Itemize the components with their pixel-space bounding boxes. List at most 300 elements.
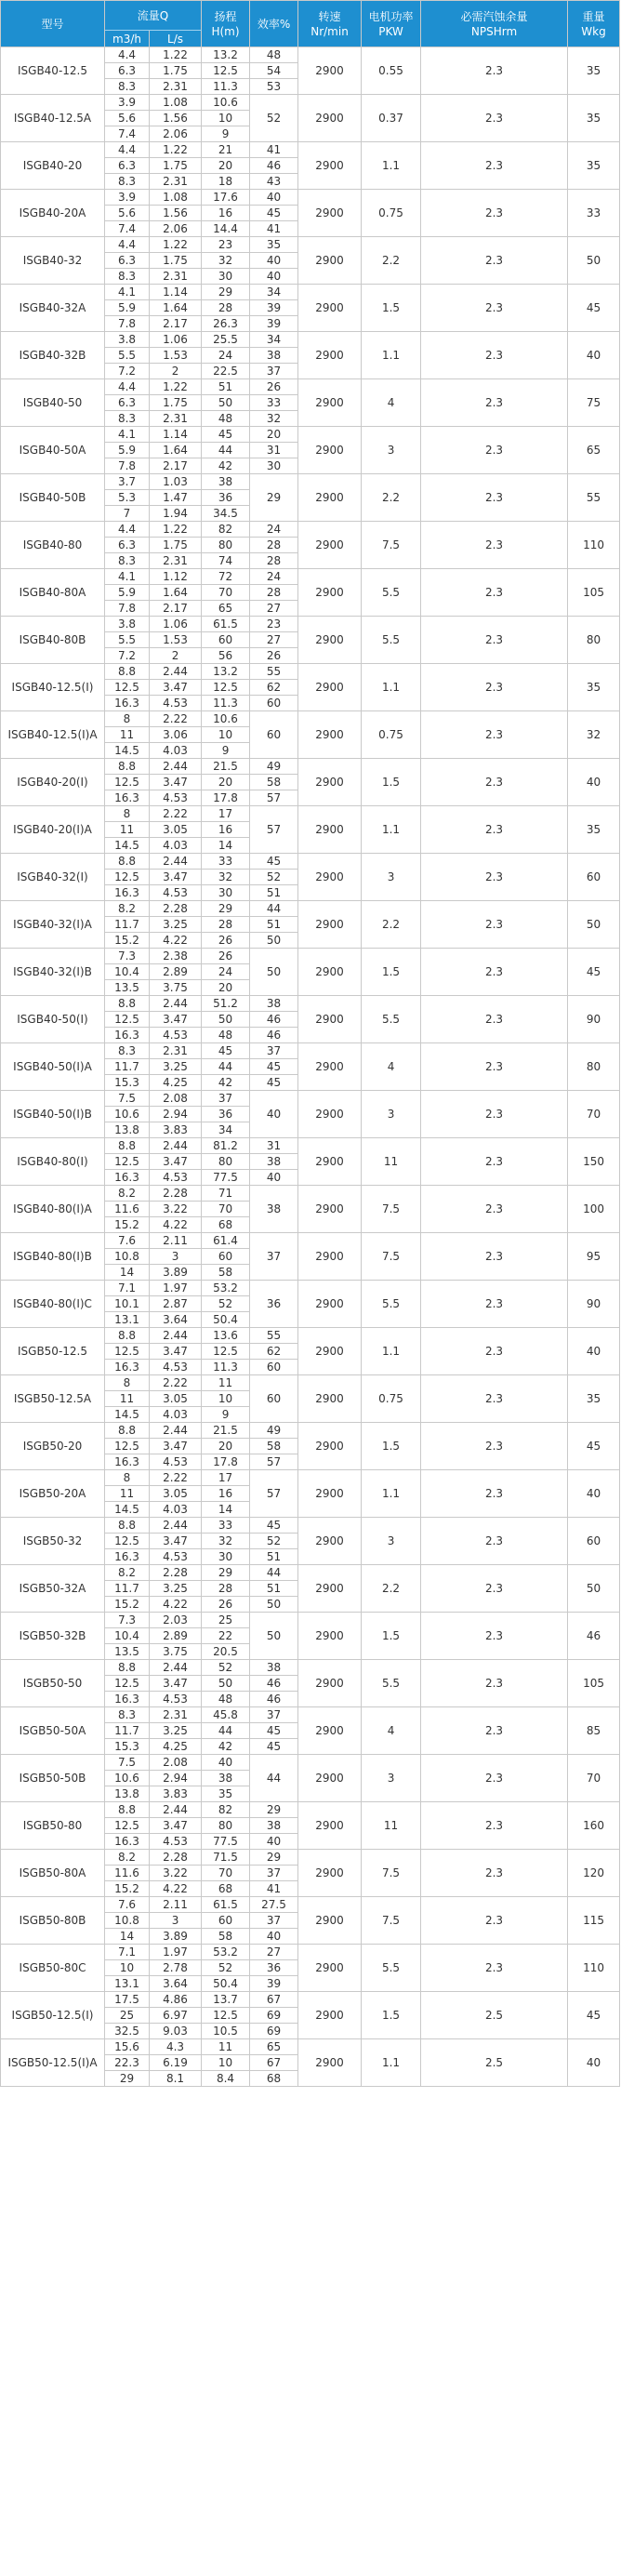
- cell-flow-m3h: 16.3: [105, 1692, 150, 1707]
- cell-head: 61.5: [202, 617, 250, 632]
- cell-head: 11: [202, 1375, 250, 1391]
- cell-power: 1.1: [362, 332, 421, 379]
- cell-flow-ls: 2.94: [150, 1107, 202, 1122]
- cell-efficiency: 68: [250, 2071, 298, 2087]
- cell-efficiency: 51: [250, 1549, 298, 1565]
- cell-flow-ls: 3.64: [150, 1312, 202, 1328]
- cell-head: 26: [202, 949, 250, 964]
- cell-flow-ls: 1.22: [150, 47, 202, 63]
- cell-npsh: 2.3: [421, 1755, 568, 1802]
- cell-flow-ls: 2.44: [150, 1328, 202, 1344]
- cell-power: 1.5: [362, 285, 421, 332]
- cell-flow-m3h: 6.3: [105, 253, 150, 269]
- cell-head: 17.6: [202, 190, 250, 206]
- table-row: [1, 332, 620, 348]
- cell-head: 14.4: [202, 221, 250, 237]
- table-row: [1, 901, 620, 917]
- cell-head: 50.4: [202, 1312, 250, 1328]
- cell-flow-ls: 1.08: [150, 95, 202, 111]
- cell-flow-ls: 2.44: [150, 1423, 202, 1439]
- table-header: [1, 1, 620, 47]
- table-row: [1, 1423, 620, 1439]
- cell-flow-ls: 2.06: [150, 126, 202, 142]
- cell-model: ISGB50-12.5(I)A: [1, 2039, 105, 2087]
- cell-head: 9: [202, 1407, 250, 1423]
- cell-speed: 2900: [298, 854, 362, 901]
- cell-flow-m3h: 5.6: [105, 111, 150, 126]
- cell-flow-m3h: 7.6: [105, 1233, 150, 1249]
- header-speed-label: 转速: [318, 9, 341, 23]
- cell-flow-m3h: 5.5: [105, 348, 150, 364]
- cell-head: 42: [202, 1739, 250, 1755]
- cell-efficiency: 60: [250, 711, 298, 759]
- cell-power: 1.1: [362, 806, 421, 854]
- cell-head: 22: [202, 1628, 250, 1644]
- cell-model: ISGB50-20: [1, 1423, 105, 1470]
- cell-efficiency: 31: [250, 443, 298, 458]
- cell-efficiency: 45: [250, 1739, 298, 1755]
- cell-flow-ls: 4.22: [150, 1881, 202, 1897]
- cell-flow-m3h: 13.5: [105, 1644, 150, 1660]
- header-npsh: [421, 1, 568, 47]
- cell-flow-m3h: 8.3: [105, 269, 150, 285]
- cell-flow-m3h: 10.1: [105, 1296, 150, 1312]
- cell-flow-m3h: 7.8: [105, 316, 150, 332]
- cell-flow-m3h: 12.5: [105, 1676, 150, 1692]
- cell-flow-m3h: 16.3: [105, 1360, 150, 1375]
- cell-speed: 2900: [298, 1186, 362, 1233]
- cell-efficiency: 44: [250, 901, 298, 917]
- cell-flow-ls: 3.47: [150, 680, 202, 696]
- cell-speed: 2900: [298, 1992, 362, 2039]
- cell-npsh: 2.3: [421, 854, 568, 901]
- cell-weight: 65: [568, 427, 620, 474]
- cell-head: 22.5: [202, 364, 250, 379]
- cell-flow-m3h: 8: [105, 806, 150, 822]
- cell-efficiency: 58: [250, 775, 298, 790]
- cell-head: 17: [202, 806, 250, 822]
- cell-flow-ls: 4.53: [150, 1834, 202, 1850]
- cell-power: 1.5: [362, 1423, 421, 1470]
- cell-head: 48: [202, 1028, 250, 1043]
- table-row: [1, 1850, 620, 1866]
- cell-power: 7.5: [362, 1850, 421, 1897]
- cell-flow-m3h: 3.8: [105, 617, 150, 632]
- cell-flow-m3h: 15.2: [105, 1597, 150, 1613]
- cell-head: 45.8: [202, 1707, 250, 1723]
- cell-efficiency: 46: [250, 1692, 298, 1707]
- cell-head: 10: [202, 2055, 250, 2071]
- cell-npsh: 2.3: [421, 1423, 568, 1470]
- cell-weight: 105: [568, 1660, 620, 1707]
- cell-flow-m3h: 7.2: [105, 648, 150, 664]
- cell-model: ISGB40-20A: [1, 190, 105, 237]
- cell-power: 3: [362, 427, 421, 474]
- cell-efficiency: 26: [250, 379, 298, 395]
- cell-flow-ls: 3.47: [150, 1534, 202, 1549]
- cell-efficiency: 57: [250, 790, 298, 806]
- cell-npsh: 2.3: [421, 1043, 568, 1091]
- header-flow-ls: L/s: [150, 31, 202, 47]
- cell-weight: 35: [568, 664, 620, 711]
- cell-head: 33: [202, 1518, 250, 1534]
- cell-npsh: 2.3: [421, 1470, 568, 1518]
- cell-speed: 2900: [298, 1281, 362, 1328]
- cell-head: 9: [202, 743, 250, 759]
- cell-flow-m3h: 11: [105, 727, 150, 743]
- cell-head: 10: [202, 1391, 250, 1407]
- cell-weight: 32: [568, 711, 620, 759]
- cell-flow-ls: 1.64: [150, 443, 202, 458]
- cell-flow-m3h: 4.4: [105, 522, 150, 538]
- cell-npsh: 2.3: [421, 190, 568, 237]
- cell-head: 68: [202, 1881, 250, 1897]
- cell-npsh: 2.3: [421, 759, 568, 806]
- cell-flow-ls: 3.47: [150, 1012, 202, 1028]
- cell-weight: 35: [568, 806, 620, 854]
- cell-flow-m3h: 10.6: [105, 1771, 150, 1786]
- cell-efficiency: 28: [250, 538, 298, 553]
- cell-npsh: 2.3: [421, 427, 568, 474]
- cell-flow-ls: 3.05: [150, 1486, 202, 1502]
- cell-model: ISGB40-80(I)A: [1, 1186, 105, 1233]
- cell-flow-ls: 4.53: [150, 1454, 202, 1470]
- table-row: [1, 1186, 620, 1202]
- cell-efficiency: 45: [250, 854, 298, 870]
- cell-flow-m3h: 5.9: [105, 585, 150, 601]
- cell-weight: 80: [568, 617, 620, 664]
- cell-efficiency: 38: [250, 348, 298, 364]
- cell-flow-m3h: 15.2: [105, 1881, 150, 1897]
- cell-npsh: 2.5: [421, 2039, 568, 2087]
- cell-efficiency: 33: [250, 395, 298, 411]
- cell-npsh: 2.3: [421, 1660, 568, 1707]
- cell-weight: 110: [568, 522, 620, 569]
- cell-flow-ls: 3.75: [150, 980, 202, 996]
- cell-flow-ls: 2.11: [150, 1233, 202, 1249]
- cell-flow-m3h: 15.3: [105, 1739, 150, 1755]
- cell-model: ISGB50-12.5: [1, 1328, 105, 1375]
- cell-flow-m3h: 10.8: [105, 1913, 150, 1929]
- cell-efficiency: 51: [250, 885, 298, 901]
- cell-power: 2.2: [362, 237, 421, 285]
- cell-flow-m3h: 16.3: [105, 1454, 150, 1470]
- cell-head: 16: [202, 1486, 250, 1502]
- cell-flow-ls: 3.05: [150, 1391, 202, 1407]
- cell-speed: 2900: [298, 949, 362, 996]
- cell-efficiency: 60: [250, 1360, 298, 1375]
- cell-efficiency: 40: [250, 269, 298, 285]
- cell-flow-ls: 3.89: [150, 1929, 202, 1945]
- cell-flow-m3h: 16.3: [105, 1028, 150, 1043]
- cell-model: ISGB40-80: [1, 522, 105, 569]
- table-row: [1, 142, 620, 158]
- cell-efficiency: 39: [250, 1976, 298, 1992]
- cell-npsh: 2.3: [421, 47, 568, 95]
- cell-speed: 2900: [298, 1091, 362, 1138]
- cell-flow-m3h: 16.3: [105, 790, 150, 806]
- cell-power: 3: [362, 1755, 421, 1802]
- cell-model: ISGB50-80A: [1, 1850, 105, 1897]
- cell-efficiency: 31: [250, 1138, 298, 1154]
- cell-flow-m3h: 7.3: [105, 1613, 150, 1628]
- cell-head: 70: [202, 1202, 250, 1217]
- cell-head: 20: [202, 980, 250, 996]
- table-row: [1, 1281, 620, 1296]
- cell-power: 5.5: [362, 617, 421, 664]
- cell-flow-ls: 3: [150, 1913, 202, 1929]
- cell-efficiency: 46: [250, 1012, 298, 1028]
- cell-efficiency: 30: [250, 458, 298, 474]
- cell-npsh: 2.3: [421, 569, 568, 617]
- cell-flow-ls: 2.08: [150, 1755, 202, 1771]
- cell-head: 23: [202, 237, 250, 253]
- cell-flow-ls: 2.44: [150, 854, 202, 870]
- cell-efficiency: 65: [250, 2039, 298, 2055]
- cell-model: ISGB50-12.5A: [1, 1375, 105, 1423]
- table-row: [1, 711, 620, 727]
- cell-flow-ls: 2.17: [150, 316, 202, 332]
- cell-flow-m3h: 29: [105, 2071, 150, 2087]
- cell-efficiency: 32: [250, 411, 298, 427]
- cell-npsh: 2.3: [421, 1091, 568, 1138]
- cell-efficiency: 39: [250, 316, 298, 332]
- cell-speed: 2900: [298, 2039, 362, 2087]
- table-row: [1, 522, 620, 538]
- cell-head: 35: [202, 1786, 250, 1802]
- cell-flow-m3h: 11.7: [105, 1723, 150, 1739]
- cell-efficiency: 38: [250, 1660, 298, 1676]
- cell-flow-ls: 2.22: [150, 711, 202, 727]
- cell-flow-ls: 2.94: [150, 1771, 202, 1786]
- cell-efficiency: 60: [250, 1375, 298, 1423]
- cell-flow-ls: 2.44: [150, 996, 202, 1012]
- table-row: [1, 1802, 620, 1818]
- cell-flow-ls: 3.75: [150, 1644, 202, 1660]
- cell-efficiency: 55: [250, 1328, 298, 1344]
- cell-head: 20: [202, 775, 250, 790]
- cell-flow-m3h: 8.8: [105, 1423, 150, 1439]
- cell-head: 53.2: [202, 1281, 250, 1296]
- cell-flow-ls: 2.78: [150, 1960, 202, 1976]
- cell-flow-m3h: 12.5: [105, 1344, 150, 1360]
- cell-head: 52: [202, 1660, 250, 1676]
- cell-flow-ls: 3.25: [150, 1581, 202, 1597]
- cell-speed: 2900: [298, 1518, 362, 1565]
- cell-efficiency: 40: [250, 1170, 298, 1186]
- cell-npsh: 2.3: [421, 949, 568, 996]
- cell-model: ISGB40-12.5A: [1, 95, 105, 142]
- table-row: [1, 1233, 620, 1249]
- cell-flow-m3h: 5.3: [105, 490, 150, 506]
- cell-flow-ls: 2.89: [150, 1628, 202, 1644]
- cell-flow-m3h: 16.3: [105, 1834, 150, 1850]
- cell-flow-m3h: 7.8: [105, 458, 150, 474]
- cell-model: ISGB40-50(I)B: [1, 1091, 105, 1138]
- cell-head: 50: [202, 1012, 250, 1028]
- cell-flow-m3h: 7.8: [105, 601, 150, 617]
- cell-flow-m3h: 8.3: [105, 1707, 150, 1723]
- cell-weight: 150: [568, 1138, 620, 1186]
- cell-npsh: 2.3: [421, 1233, 568, 1281]
- cell-head: 60: [202, 1249, 250, 1265]
- cell-flow-m3h: 16.3: [105, 1549, 150, 1565]
- table-row: [1, 95, 620, 111]
- cell-weight: 45: [568, 285, 620, 332]
- cell-head: 80: [202, 538, 250, 553]
- cell-flow-ls: 2.17: [150, 601, 202, 617]
- cell-efficiency: 44: [250, 1755, 298, 1802]
- cell-flow-m3h: 7.5: [105, 1755, 150, 1771]
- cell-flow-m3h: 8.3: [105, 79, 150, 95]
- table-row: [1, 854, 620, 870]
- cell-head: 42: [202, 1075, 250, 1091]
- cell-efficiency: 37: [250, 1866, 298, 1881]
- cell-flow-m3h: 10.6: [105, 1107, 150, 1122]
- cell-npsh: 2.3: [421, 1707, 568, 1755]
- cell-flow-m3h: 5.5: [105, 632, 150, 648]
- cell-flow-m3h: 8.3: [105, 411, 150, 427]
- cell-flow-ls: 2.22: [150, 806, 202, 822]
- cell-flow-ls: 3.64: [150, 1976, 202, 1992]
- cell-flow-m3h: 8.2: [105, 1850, 150, 1866]
- cell-speed: 2900: [298, 332, 362, 379]
- cell-flow-m3h: 12.5: [105, 680, 150, 696]
- cell-head: 71: [202, 1186, 250, 1202]
- cell-model: ISGB40-20: [1, 142, 105, 190]
- cell-efficiency: 69: [250, 2024, 298, 2039]
- table-row: [1, 379, 620, 395]
- cell-efficiency: 37: [250, 1707, 298, 1723]
- cell-speed: 2900: [298, 522, 362, 569]
- cell-efficiency: 45: [250, 1723, 298, 1739]
- cell-model: ISGB40-32(I)A: [1, 901, 105, 949]
- cell-efficiency: 49: [250, 759, 298, 775]
- cell-head: 50: [202, 1676, 250, 1692]
- cell-flow-ls: 1.47: [150, 490, 202, 506]
- cell-power: 0.75: [362, 711, 421, 759]
- cell-head: 29: [202, 901, 250, 917]
- header-head-label: 扬程: [214, 9, 237, 23]
- cell-efficiency: 27: [250, 632, 298, 648]
- cell-flow-ls: 4.53: [150, 1692, 202, 1707]
- cell-head: 61.4: [202, 1233, 250, 1249]
- cell-power: 1.1: [362, 664, 421, 711]
- cell-flow-m3h: 7.4: [105, 221, 150, 237]
- cell-head: 28: [202, 1581, 250, 1597]
- cell-flow-ls: 4.53: [150, 1028, 202, 1043]
- header-speed-unit: Nr/min: [310, 24, 349, 38]
- cell-flow-m3h: 11: [105, 1486, 150, 1502]
- cell-weight: 115: [568, 1897, 620, 1945]
- cell-weight: 70: [568, 1755, 620, 1802]
- table-row: [1, 949, 620, 964]
- cell-head: 12.5: [202, 2008, 250, 2024]
- cell-flow-ls: 1.64: [150, 300, 202, 316]
- cell-efficiency: 54: [250, 63, 298, 79]
- cell-head: 17.8: [202, 1454, 250, 1470]
- table-row: [1, 1660, 620, 1676]
- cell-efficiency: 45: [250, 1075, 298, 1091]
- cell-head: 51.2: [202, 996, 250, 1012]
- cell-efficiency: 46: [250, 1028, 298, 1043]
- cell-flow-ls: 2: [150, 648, 202, 664]
- cell-flow-m3h: 5.9: [105, 443, 150, 458]
- cell-speed: 2900: [298, 1138, 362, 1186]
- cell-speed: 2900: [298, 711, 362, 759]
- cell-flow-ls: 1.06: [150, 332, 202, 348]
- cell-flow-m3h: 5.9: [105, 300, 150, 316]
- cell-model: ISGB50-80B: [1, 1897, 105, 1945]
- cell-weight: 35: [568, 1375, 620, 1423]
- cell-flow-ls: 1.56: [150, 111, 202, 126]
- cell-head: 60: [202, 632, 250, 648]
- cell-efficiency: 44: [250, 1565, 298, 1581]
- cell-model: ISGB50-50B: [1, 1755, 105, 1802]
- header-flow: 流量Q: [105, 1, 202, 31]
- table-row: [1, 664, 620, 680]
- cell-model: ISGB40-80(I)C: [1, 1281, 105, 1328]
- cell-head: 70: [202, 1866, 250, 1881]
- cell-flow-ls: 2.06: [150, 221, 202, 237]
- cell-flow-ls: 2.28: [150, 1850, 202, 1866]
- header-model: 型号: [1, 1, 105, 47]
- cell-speed: 2900: [298, 237, 362, 285]
- cell-efficiency: 27: [250, 1945, 298, 1960]
- cell-flow-m3h: 3.9: [105, 190, 150, 206]
- cell-flow-ls: 1.75: [150, 538, 202, 553]
- cell-head: 10: [202, 727, 250, 743]
- cell-flow-m3h: 6.3: [105, 395, 150, 411]
- cell-flow-m3h: 8.2: [105, 1565, 150, 1581]
- cell-efficiency: 37: [250, 364, 298, 379]
- header-power: [362, 1, 421, 47]
- cell-efficiency: 62: [250, 1344, 298, 1360]
- cell-flow-ls: 2.17: [150, 458, 202, 474]
- cell-flow-ls: 3.25: [150, 1723, 202, 1739]
- cell-flow-ls: 4.22: [150, 1217, 202, 1233]
- cell-flow-ls: 1.64: [150, 585, 202, 601]
- cell-flow-ls: 1.14: [150, 285, 202, 300]
- cell-efficiency: 51: [250, 1581, 298, 1597]
- cell-model: ISGB50-32B: [1, 1613, 105, 1660]
- cell-efficiency: 45: [250, 1518, 298, 1534]
- cell-flow-m3h: 5.6: [105, 206, 150, 221]
- cell-efficiency: 52: [250, 95, 298, 142]
- cell-efficiency: 50: [250, 949, 298, 996]
- cell-npsh: 2.3: [421, 1518, 568, 1565]
- cell-head: 20.5: [202, 1644, 250, 1660]
- cell-npsh: 2.3: [421, 711, 568, 759]
- cell-power: 3: [362, 854, 421, 901]
- cell-model: ISGB40-80B: [1, 617, 105, 664]
- cell-head: 20: [202, 158, 250, 174]
- cell-flow-m3h: 13.1: [105, 1312, 150, 1328]
- cell-flow-ls: 3.06: [150, 727, 202, 743]
- cell-model: ISGB50-12.5(I): [1, 1992, 105, 2039]
- cell-flow-ls: 2.44: [150, 759, 202, 775]
- cell-weight: 35: [568, 47, 620, 95]
- cell-flow-m3h: 8.8: [105, 1660, 150, 1676]
- cell-power: 1.5: [362, 949, 421, 996]
- cell-efficiency: 35: [250, 237, 298, 253]
- cell-speed: 2900: [298, 1470, 362, 1518]
- cell-speed: 2900: [298, 569, 362, 617]
- table-row: [1, 1138, 620, 1154]
- cell-head: 33: [202, 854, 250, 870]
- cell-head: 10: [202, 111, 250, 126]
- cell-flow-ls: 2.31: [150, 1043, 202, 1059]
